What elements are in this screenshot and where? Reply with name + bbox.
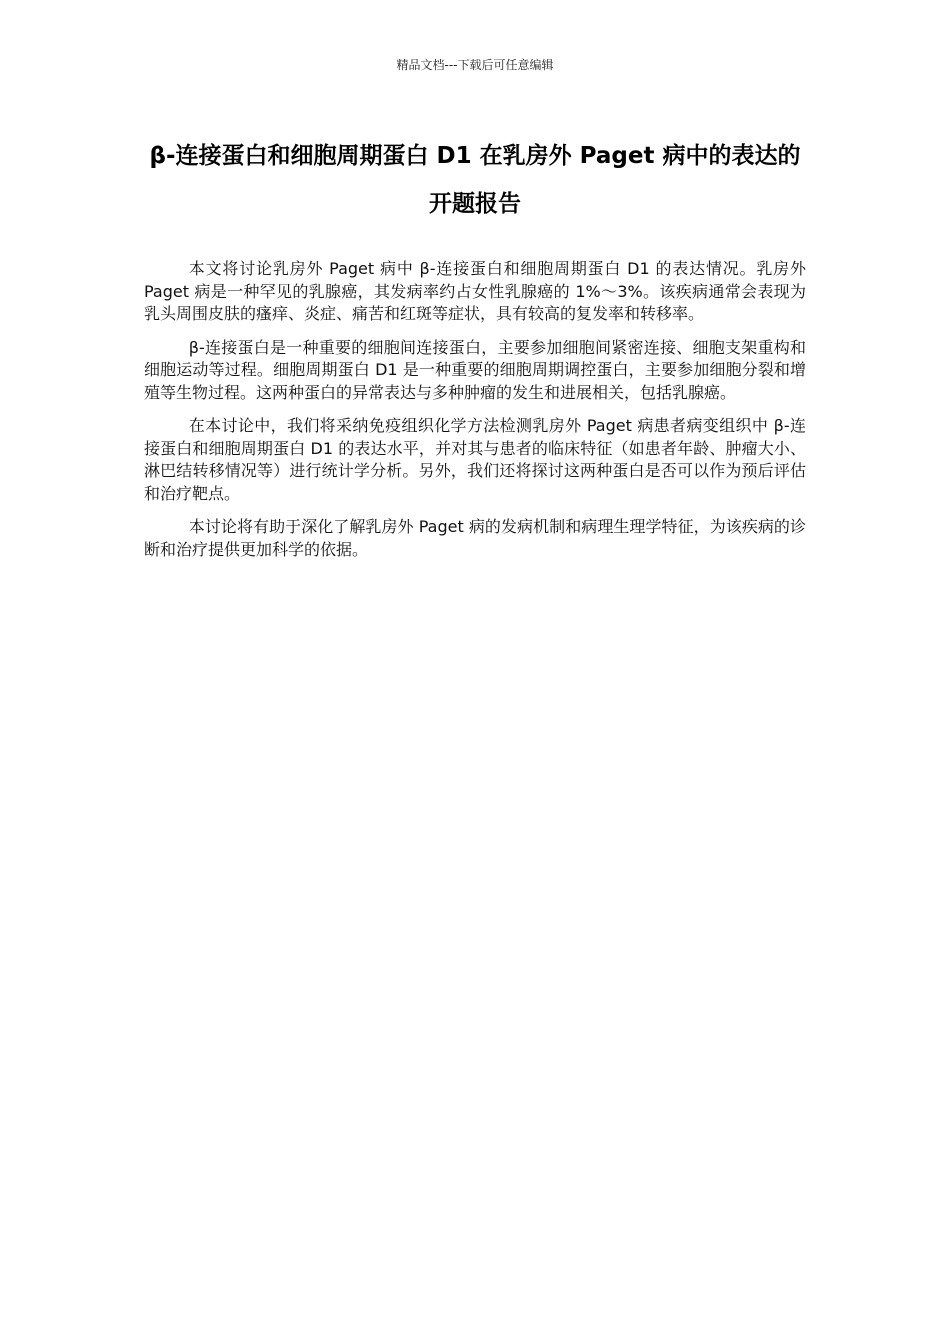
document-title: β-连接蛋白和细胞周期蛋白 D1 在乳房外 Paget 病中的表达的开题报告 (149, 143, 801, 217)
body-paragraph: β-连接蛋白是一种重要的细胞间连接蛋白，主要参加细胞间紧密连接、细胞支架重构和细胞运动等过程。细胞周期蛋白 D1 是一种重要的细胞周期调控蛋白，主要参加细胞分裂和增殖等生物过程。这两种蛋白的异常表达与多种肿瘤的发生和进展相关，包括乳腺癌。 (144, 337, 806, 402)
body-paragraph: 在本讨论中，我们将采纳免疫组织化学方法检测乳房外 Paget 病患者病变组织中 β-连接蛋白和细胞周期蛋白 D1 的表达水平，并对其与患者的临床特征（如患者年龄、肿瘤大小、淋巴结转移情况等）进行统计学分析。另外，我们还将探讨这两种蛋白是否可以作为预后评估和治疗靶点。 (144, 416, 806, 503)
running-header: 精品文档---下载后可任意编辑 (396, 58, 554, 72)
document-body (144, 258, 806, 572)
body-paragraph: 本文将讨论乳房外 Paget 病中 β-连接蛋白和细胞周期蛋白 D1 的表达情况。乳房外 Paget 病是一种罕见的乳腺癌，其发病率约占女性乳腺癌的 1%～3%。该疾病通常会表现为乳头周围皮肤的瘙痒、炎症、痛苦和红斑等症状，具有较高的复发率和转移率。 (144, 259, 806, 323)
body-paragraph: 本讨论将有助于深化了解乳房外 Paget 病的发病机制和病理生理学特征，为该疾病的诊断和治疗提供更加科学的依据。 (144, 517, 806, 559)
